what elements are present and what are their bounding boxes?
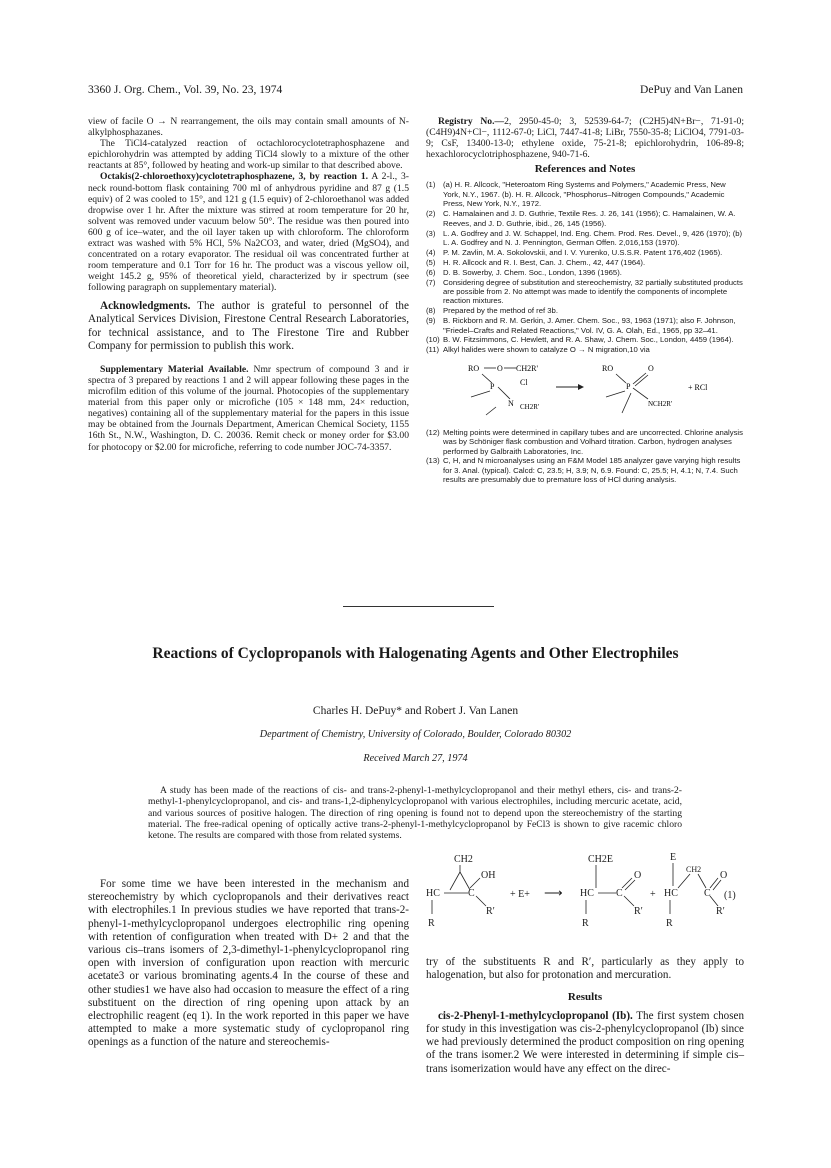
article-separator-rule bbox=[343, 606, 494, 607]
reference-item: (2) C. Hamalainen and J. D. Guthrie, Textile Res. J. 26, 141 (1956); C. Hamalainen, W. A. Reeves, and J. D. Guthrie, ibid., 26, 145 (1956). bbox=[426, 209, 736, 228]
results-paragraph bbox=[426, 1010, 744, 1076]
right-body-column bbox=[426, 850, 744, 1076]
right-column bbox=[426, 116, 744, 485]
scheme-nch2r: NCH2R' bbox=[648, 400, 673, 409]
article-affiliation: Department of Chemistry, University of Colorado, Boulder, Colorado 80302 bbox=[259, 729, 572, 740]
eq-c: C bbox=[468, 888, 475, 899]
eq-oh: OH bbox=[481, 870, 496, 881]
reference-item: (9) B. Rickborn and R. M. Gerkin, J. Amer. Chem. Soc., 93, 1963 (1971); also F. Johnson, "Friedel–Crafts and Related Reactions," Vol. IV, G. A. Olah, Ed., 1965, pp 32–41. bbox=[426, 316, 736, 335]
scheme-o-left: O bbox=[497, 364, 503, 374]
equation-1 bbox=[426, 850, 744, 952]
registry-text: 2, 2950-45-0; 3, 52539-64-7; (C2H5)4N+Br−, 71-91-0; (C4H9)4N+Cl−, 1112-67-0; LiCl, 7447-41-8; LiBr, 7550-35-8; LiClO4, 7791-03-9; CsF, 13400-13-0; ethylene oxide, 75-21-8; epichlorohydrin, 106-89-8; hexachlorocyclotriphosphazene, 940-71-6. bbox=[426, 116, 745, 161]
eq-plus: + bbox=[650, 889, 656, 900]
supplementary-material bbox=[88, 364, 409, 453]
reference-item: (3) L. A. Godfrey and J. W. Schappel, Ind. Eng. Chem. Prod. Res. Devel., 9, 426 (1970); (b) L. A. Godfrey and N. J. Pennington, German Offen. 2,016,153 (1970). bbox=[426, 228, 743, 247]
scheme-cl: Cl bbox=[520, 378, 528, 388]
acknowledgments-text: The author is grateful to personnel of the Analytical Services Division, Firestone Central Research Laboratories, for technical assistance, and to The Firestone Tire and Rubber Company for permission to publish this work. bbox=[88, 299, 409, 353]
scheme-ro-left: RO bbox=[468, 364, 480, 374]
eq-r-2: R bbox=[582, 918, 589, 929]
scheme-ro-right: RO bbox=[602, 364, 614, 374]
eq-rprime-2: R′ bbox=[634, 906, 643, 917]
reference-item: (1) (a) H. R. Allcock, "Heteroatom Ring Systems and Polymers," Academic Press, New York, N.Y., 1967. (b). H. R. Allcock, "Phosphorus–Nitrogen Compounds," Academic Press, New York, N.Y., 1972. bbox=[426, 180, 726, 209]
reference-item: (11) Alkyl halides were shown to catalyze O → N migration,10 via bbox=[426, 345, 650, 355]
eq-rprime-1: R′ bbox=[486, 906, 495, 917]
results-text: The first system chosen for study in this investigation was cis-2-phenylcyclopropanol (Ib) since we had previously determined the product composition on ring opening of the trans isomer.2 We were interested in determining if simple cis–trans isomerization would have any effect on the direc- bbox=[426, 1009, 744, 1075]
eq-hc-2: HC bbox=[580, 888, 594, 899]
eq-e: E bbox=[670, 852, 677, 863]
scheme-plus-rcl: + RCl bbox=[688, 383, 708, 393]
continued-paragraph: try of the substituents R and R′, particularly as they apply to halogenation, but also for protonation and mercuration. bbox=[426, 956, 744, 982]
results-subtitle: cis-2-Phenyl-1-methylcyclopropanol (Ib). bbox=[438, 1009, 633, 1022]
running-header bbox=[88, 84, 743, 100]
registry-numbers bbox=[426, 116, 744, 160]
eq-hc: HC bbox=[426, 888, 440, 899]
scheme-p-left: P bbox=[490, 382, 495, 392]
paragraph: view of facile O → N rearrangement, the oils may contain small amounts of N-alkylphosphazanes. bbox=[88, 116, 409, 139]
supplementary-title: Supplementary Material Available. bbox=[100, 363, 249, 375]
reference-item: (5) H. R. Allcock and R. I. Best, Can. J. Chem., 42, 447 (1964). bbox=[426, 257, 646, 267]
experimental-text: A 2-l., 3-neck round-bottom flask containing 700 ml of anhydrous pyridine and 87 g (1.5 equiv) of 2 was cooled to 15°, and 121 g (1.5 equiv) of 2-chloroethanol was added dropwise over 1 hr. After the mixture was stirred at room temperature for 20 hr, solvent was removed under vacuum below 50°. The residue was then poured into 600 g of ice–water, and the oil layer taken up with chloroform. The chloroform extract was washed with 5% HCl, 5% Na2CO3, and water, dried (MgSO4), and concentrated on a rotary evaporator. The residual oil was concentrated further at room temperature and 0.1 Torr for 16 hr. The product was a viscous yellow oil, weight 145.2 g, 95% of theoretical yield, characterized by ir spectrum (see following paragraph on supplementary material). bbox=[88, 171, 409, 294]
eq-r-1: R bbox=[428, 918, 435, 929]
experimental-paragraph bbox=[88, 171, 409, 293]
references-list bbox=[426, 180, 744, 484]
eq-ch2: CH2 bbox=[454, 854, 473, 865]
reference-item: (10) B. W. Fitzsimmons, C. Hewlett, and R. A. Shaw, J. Chem. Soc., London, 4459 (1964). bbox=[426, 335, 734, 345]
experimental-title: Octakis(2-chloroethoxy)cyclotetraphosphazene, 3, by reaction 1. bbox=[100, 171, 369, 183]
eq-rprime-3: R′ bbox=[716, 906, 725, 917]
results-heading: Results bbox=[567, 990, 603, 1003]
eq-c-2: C bbox=[616, 888, 623, 899]
intro-column bbox=[88, 878, 409, 1050]
abstract: A study has been made of the reactions of cis- and trans-2-phenyl-1-methylcyclopropanol and their methyl ethers, cis- and trans-2-methyl-1-phenylcyclopropanol, and cis- and trans-1,2-diphenylcyclopropanol with various electrophiles, including mercuric acetate, acid, and various sources of positive halogen. The direction of ring opening is found not to depend upon the stereochemistry of the starting material. The free-radical opening of optically active trans-2-phenyl-1-methylcyclopropanol by FeCl3 is shown to give racemic chloro ketone. The results are compared with those from related systems. bbox=[148, 785, 682, 842]
eq-c-3: C bbox=[704, 888, 711, 899]
running-authors: DePuy and Van Lanen bbox=[640, 84, 743, 96]
reference-item: (6) D. B. Sowerby, J. Chem. Soc., London, 1396 (1965). bbox=[426, 267, 622, 277]
article-authors: Charles H. DePuy* and Robert J. Van Lanen bbox=[312, 705, 519, 717]
references-heading: References and Notes bbox=[534, 163, 636, 176]
rearrangement-scheme bbox=[426, 357, 744, 421]
scheme-p-right: P bbox=[626, 382, 631, 392]
supplementary-text: Nmr spectrum of compound 3 and ir spectra of 3 prepared by reactions 1 and 2 will appear following these pages in the microfilm edition of this volume of the journal. Photocopies of the supplementary material from this paper only or microfiche (105 × 148 mm, 24× reduction, negatives) containing all of the supplementary material for the papers in this issue may be obtained from the Journals Department, American Chemical Society, 1155 16th St., N.W., Washington, D. C. 20036. Remit check or money order for $3.00 for photocopy or $2.00 for microfiche, referring to code number JOC-74-3357. bbox=[88, 363, 409, 453]
left-column bbox=[88, 116, 409, 453]
reference-item: (12) Melting points were determined in capillary tubes and are uncorrected. Chlorine analysis was by Schöniger flask combustion and Volhard titration. Carbon, hydrogen analyses performed by Galbraith Laboratories, Inc. bbox=[426, 427, 743, 456]
eq-number: (1) bbox=[724, 890, 736, 901]
eq-hc-3: HC bbox=[664, 888, 678, 899]
acknowledgments-title: Acknowledgments. bbox=[100, 299, 191, 312]
page-reference: 3360 J. Org. Chem., Vol. 39, No. 23, 1974 bbox=[88, 84, 283, 96]
registry-title: Registry No.— bbox=[438, 116, 505, 127]
eq-ch2-bridge: CH2 bbox=[686, 865, 702, 874]
received-date: Received March 27, 1974 bbox=[363, 753, 468, 764]
eq-o-1: O bbox=[634, 870, 642, 881]
scheme-ch2r: CH2R' bbox=[520, 403, 540, 412]
reference-item: (8) Prepared by the method of ref 3b. bbox=[426, 306, 558, 316]
paragraph: The TiCl4-catalyzed reaction of octachlorocyclotetraphosphazene and epichlorohydrin was attempted by adding TiCl4 slowly to a mixture of the other reactants at 85°, followed by heating and work-up similar to that described above. bbox=[88, 138, 409, 172]
eq-arrow: ⟶ bbox=[544, 885, 563, 900]
eq-r-3: R bbox=[666, 918, 673, 929]
article-title: Reactions of Cyclopropanols with Halogenating Agents and Other Electrophiles bbox=[152, 645, 679, 662]
eq-o-2: O bbox=[720, 870, 728, 881]
scheme-n-left: N bbox=[508, 399, 514, 409]
eq-ch2e: CH2E bbox=[588, 854, 613, 865]
reference-item: (13) C, H, and N microanalyses using an F&M Model 185 analyzer gave varying high results for 3. Anal. (typical). Calcd: C, 23.5; H, 3.9; N, 6.9. Found: C, 25.5; H, 4.1; N, 7.4. Such results are presumably due to premature loss of HCl during analysis. bbox=[426, 456, 741, 485]
scheme-o-right: O bbox=[648, 364, 654, 374]
reference-item: (7) Considering degree of substitution and stereochemistry, 32 partially substituted products are possible from 2. No attempt was made to identify the components of incomplete reaction mixtures. bbox=[426, 277, 743, 306]
intro-paragraph: For some time we have been interested in the mechanism and stereochemistry by which cyclopropanols and their derivatives react with electrophiles.1 In previous studies we have reported that trans-2-phenyl-1-methylcyclopropanol undergoes electrophilic ring opening with retention of configuration when treated with D+ 2 and that the various cis–trans isomers of 2,3-dimethyl-1-phenylcyclopropanol ring open with inversion of configuration upon reaction with mercuric acetate3 or various brominating agents.4 In the course of these and other studies1 we have also had occasion to measure the effect of a ring substituent on the direction of ring opening upon attack by an electrophilic reagent (eq 1). In the work reported in this paper we have attempted to make a more systematic study of cyclopropanol ring openings as a function of the nature and stereochemis- bbox=[88, 878, 409, 1049]
acknowledgments bbox=[88, 300, 409, 354]
eq-plus-e: + E+ bbox=[510, 889, 530, 900]
reference-item: (4) P. M. Zavlin, M. A. Sokolovskii, and I. V. Yurenko, U.S.S.R. Patent 176,402 (1965). bbox=[426, 247, 723, 257]
scheme-r-left: CH2R' bbox=[516, 364, 538, 374]
